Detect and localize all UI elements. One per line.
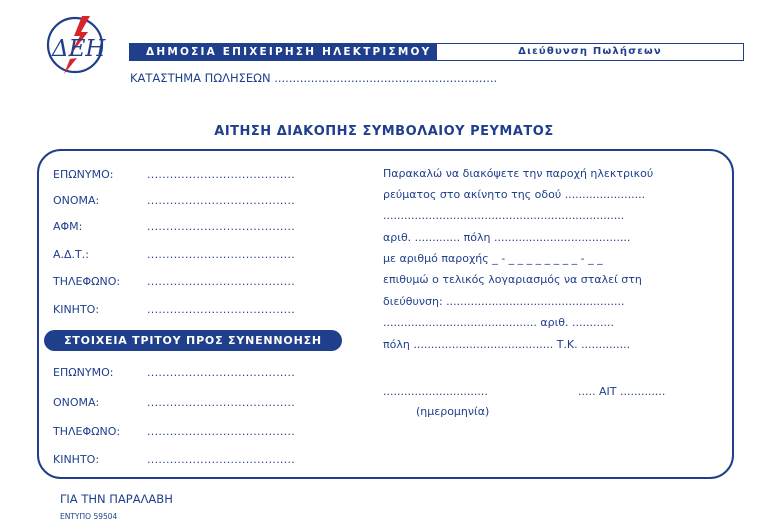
third-party-mobile-label: ΚΙΝΗΤΟ: — [53, 453, 100, 466]
request-line[interactable]: διεύθυνση: ................................................... — [383, 295, 625, 308]
applicant-surname-label: ΕΠΩΝΥΜΟ: — [53, 168, 114, 181]
ait-field[interactable]: ..... ΑΙΤ ............. — [578, 385, 666, 398]
applicant-surname-field[interactable]: ....................................... — [147, 168, 296, 181]
third-party-surname-label: ΕΠΩΝΥΜΟ: — [53, 366, 114, 379]
applicant-phone-field[interactable]: ....................................... — [147, 275, 296, 288]
third-party-mobile-field[interactable]: ....................................... — [147, 453, 296, 466]
receipt-label: ΓΙΑ ΤΗΝ ΠΑΡΑΛΑΒΗ — [60, 492, 173, 506]
applicant-mobile-label: ΚΙΝΗΤΟ: — [53, 303, 100, 316]
applicant-mobile-field[interactable]: ....................................... — [147, 303, 296, 316]
header-banner — [129, 43, 744, 61]
request-line[interactable]: πόλη ........................................ Τ.Κ. .............. — [383, 338, 631, 351]
logo-text: ΔΕΗ — [52, 36, 106, 62]
company-name: ΔΗΜΟΣΙΑ ΕΠΙΧΕΙΡΗΣΗ ΗΛΕΚΤΡΙΣΜΟΥ Α.Ε. — [130, 44, 437, 60]
third-party-name-field[interactable]: ....................................... — [147, 396, 296, 409]
request-line[interactable]: ρεύματος στο ακίνητο της οδού ....................... — [383, 188, 646, 201]
supply-number-field[interactable]: με αριθμό παροχής _ - _ _ _ _ _ _ _ _ - _ _ — [383, 252, 603, 265]
third-party-heading: ΣΤΟΙΧΕΙΑ ΤΡΙΤΟΥ ΠΡΟΣ ΣΥΝΕΝΝΟΗΣΗ — [44, 330, 342, 351]
request-line[interactable]: αριθ. ............. πόλη ....................................... — [383, 231, 631, 244]
request-line: Παρακαλώ να διακόψετε την παροχή ηλεκτρικού — [383, 167, 654, 180]
request-line[interactable]: ..................................................................... — [383, 209, 625, 222]
third-party-surname-field[interactable]: ....................................... — [147, 366, 296, 379]
third-party-phone-field[interactable]: ....................................... — [147, 425, 296, 438]
applicant-name-label: ΟΝΟΜΑ: — [53, 194, 100, 207]
form-number: ΕΝΤΥΠΟ 59504 — [60, 512, 118, 521]
applicant-id-label: Α.Δ.Τ.: — [53, 248, 89, 261]
date-field[interactable]: .............................. — [383, 385, 488, 398]
request-line: επιθυμώ ο τελικός λογαριασμός να σταλεί στη — [383, 273, 642, 286]
applicant-afm-field[interactable]: ....................................... — [147, 220, 296, 233]
date-label: (ημερομηνία) — [416, 405, 490, 418]
applicant-afm-label: ΑΦΜ: — [53, 220, 83, 233]
applicant-phone-label: ΤΗΛΕΦΩΝΟ: — [53, 275, 121, 288]
division-name: Διεύθυνση Πωλήσεων — [518, 46, 662, 57]
third-party-phone-label: ΤΗΛΕΦΩΝΟ: — [53, 425, 121, 438]
dei-logo — [44, 14, 106, 76]
third-party-name-label: ΟΝΟΜΑ: — [53, 396, 100, 409]
request-line[interactable]: ............................................ αριθ. ............ — [383, 316, 614, 329]
form-title: ΑΙΤΗΣΗ ΔΙΑΚΟΠΗΣ ΣΥΜΒΟΛΑΙΟΥ ΡΕΥΜΑΤΟΣ — [214, 124, 554, 139]
store-line: ΚΑΤΑΣΤΗΜΑ ΠΩΛΗΣΕΩΝ ............................................................. — [130, 71, 498, 85]
applicant-name-field[interactable]: ....................................... — [147, 194, 296, 207]
applicant-id-field[interactable]: ....................................... — [147, 248, 296, 261]
